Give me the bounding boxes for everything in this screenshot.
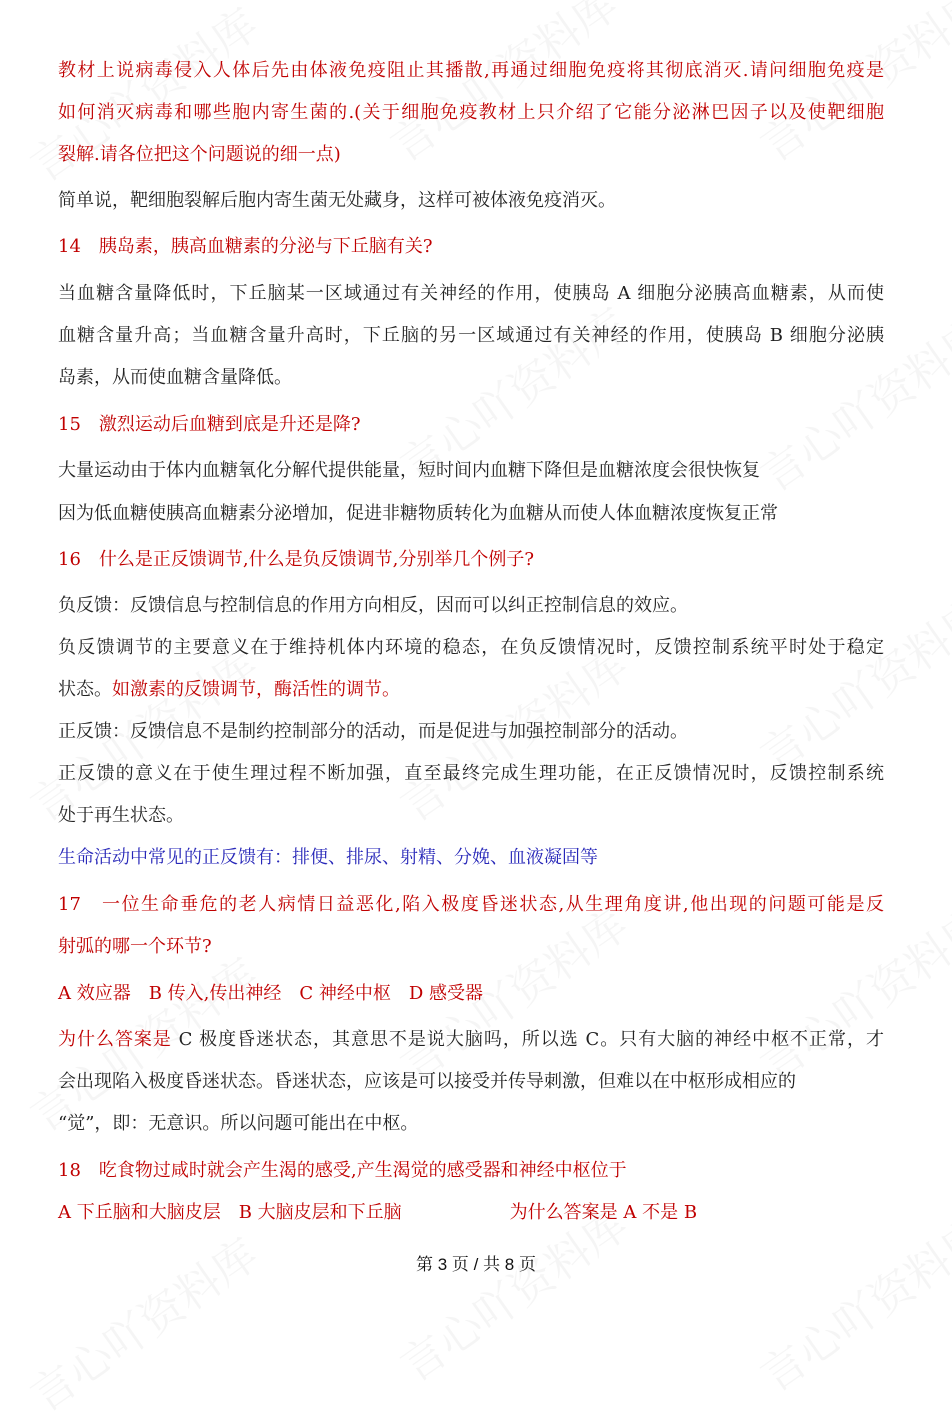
text-segment: 状态。 <box>58 679 112 700</box>
text-line <box>58 636 884 660</box>
text-segment: A 效应器 B 传入,传出神经 C 神经中枢 D 感受器 <box>58 983 484 1004</box>
text-line <box>58 548 884 572</box>
page-footer: 第 3 页 / 共 8 页 <box>416 1255 536 1274</box>
text-segment: 大量运动由于体内血糖氧化分解代提供能量，短时间内血糖下降但是血糖浓度会很快恢复 <box>58 460 760 481</box>
text-line <box>58 762 884 786</box>
text-segment: 裂解.请各位把这个问题说的细一点) <box>58 144 341 165</box>
text-segment: 正反馈的意义在于使生理过程不断加强，直至最终完成生理功能，在正反馈情况时，反馈控制系统 <box>58 763 884 784</box>
text-segment: A 下丘脑和大脑皮层 B 大脑皮层和下丘脑 为什么答案是 A 不是 B <box>58 1202 698 1223</box>
text-line <box>58 1112 884 1136</box>
text-segment: “觉”，即：无意识。所以问题可能出在中枢。 <box>58 1113 419 1134</box>
text-segment: 生命活动中常见的正反馈有：排便、排尿、射精、分娩、血液凝固等 <box>58 847 598 868</box>
text-line <box>58 143 884 167</box>
text-line <box>58 59 884 83</box>
text-segment: 17 一位生命垂危的老人病情日益恶化,陷入极度昏迷状态,从生理角度讲,他出现的问题可能是反 <box>58 894 884 915</box>
text-segment: 如激素的反馈调节，酶活性的调节。 <box>112 679 400 700</box>
text-segment: 16 什么是正反馈调节,什么是负反馈调节,分别举几个例子? <box>58 549 534 570</box>
text-segment: 岛素，从而使血糖含量降低。 <box>58 367 292 388</box>
text-line <box>58 846 884 870</box>
text-line <box>58 804 884 828</box>
text-line <box>58 189 884 213</box>
text-line <box>58 101 884 125</box>
text-segment: 正反馈：反馈信息不是制约控制部分的活动，而是促进与加强控制部分的活动。 <box>58 721 688 742</box>
text-line <box>58 282 884 306</box>
text-line <box>58 1201 884 1225</box>
watermark <box>746 1200 952 1404</box>
text-segment: 如何消灭病毒和哪些胞内寄生菌的.(关于细胞免疫教材上只介绍了它能分泌淋巴因子以及使靶细胞 <box>58 102 884 123</box>
text-segment: 血糖含量升高；当血糖含量升高时，下丘脑的另一区域通过有关神经的作用，使胰岛 B 细胞分泌胰 <box>58 325 884 346</box>
text-segment: 当血糖含量降低时，下丘脑某一区域通过有关神经的作用，使胰岛 A 细胞分泌胰高血糖素，从而使 <box>58 283 884 304</box>
text-line <box>58 1159 884 1183</box>
text-segment: 因为低血糖使胰高血糖素分泌增加，促进非糖物质转化为血糖从而使人体血糖浓度恢复正常 <box>58 503 778 524</box>
text-segment: 15 激烈运动后血糖到底是升还是降? <box>58 414 361 435</box>
text-segment: 简单说，靶细胞裂解后胞内寄生菌无处藏身，这样可被体液免疫消灭。 <box>58 190 616 211</box>
text-segment: 负反馈：反馈信息与控制信息的作用方向相反，因而可以纠正控制信息的效应。 <box>58 595 688 616</box>
text-line <box>58 982 884 1006</box>
text-line <box>58 1028 884 1052</box>
text-segment: 会出现陷入极度昏迷状态。昏迷状态，应该是可以接受并传导刺激，但难以在中枢形成相应的 <box>58 1071 796 1092</box>
text-line <box>58 935 884 959</box>
text-segment: 18 吃食物过咸时就会产生渴的感受,产生渴觉的感受器和神经中枢位于 <box>58 1160 627 1181</box>
text-line <box>58 502 884 526</box>
text-segment: 为什么答案是 <box>58 1029 172 1050</box>
text-line <box>58 235 884 259</box>
text-line <box>58 413 884 437</box>
text-line <box>58 893 884 917</box>
text-line <box>58 594 884 618</box>
text-line <box>58 678 884 702</box>
text-line <box>58 366 884 390</box>
text-segment: 处于再生状态。 <box>58 805 184 826</box>
text-segment: 负反馈调节的主要意义在于维持机体内环境的稳态，在负反馈情况时，反馈控制系统平时处于稳定 <box>58 637 884 658</box>
text-line <box>58 1070 884 1094</box>
text-line <box>58 324 884 348</box>
text-segment: 教材上说病毒侵入人体后先由体液免疫阻止其播散,再通过细胞免疫将其彻底消灭.请问细胞免疫是 <box>58 60 884 81</box>
text-segment: 14 胰岛素，胰高血糖素的分泌与下丘脑有关? <box>58 236 433 257</box>
text-segment: C 极度昏迷状态，其意思不是说大脑吗，所以选 C。只有大脑的神经中枢不正常，才 <box>171 1029 884 1050</box>
text-segment: 射弧的哪一个环节? <box>58 936 212 957</box>
text-line <box>58 459 884 483</box>
text-line <box>58 720 884 744</box>
